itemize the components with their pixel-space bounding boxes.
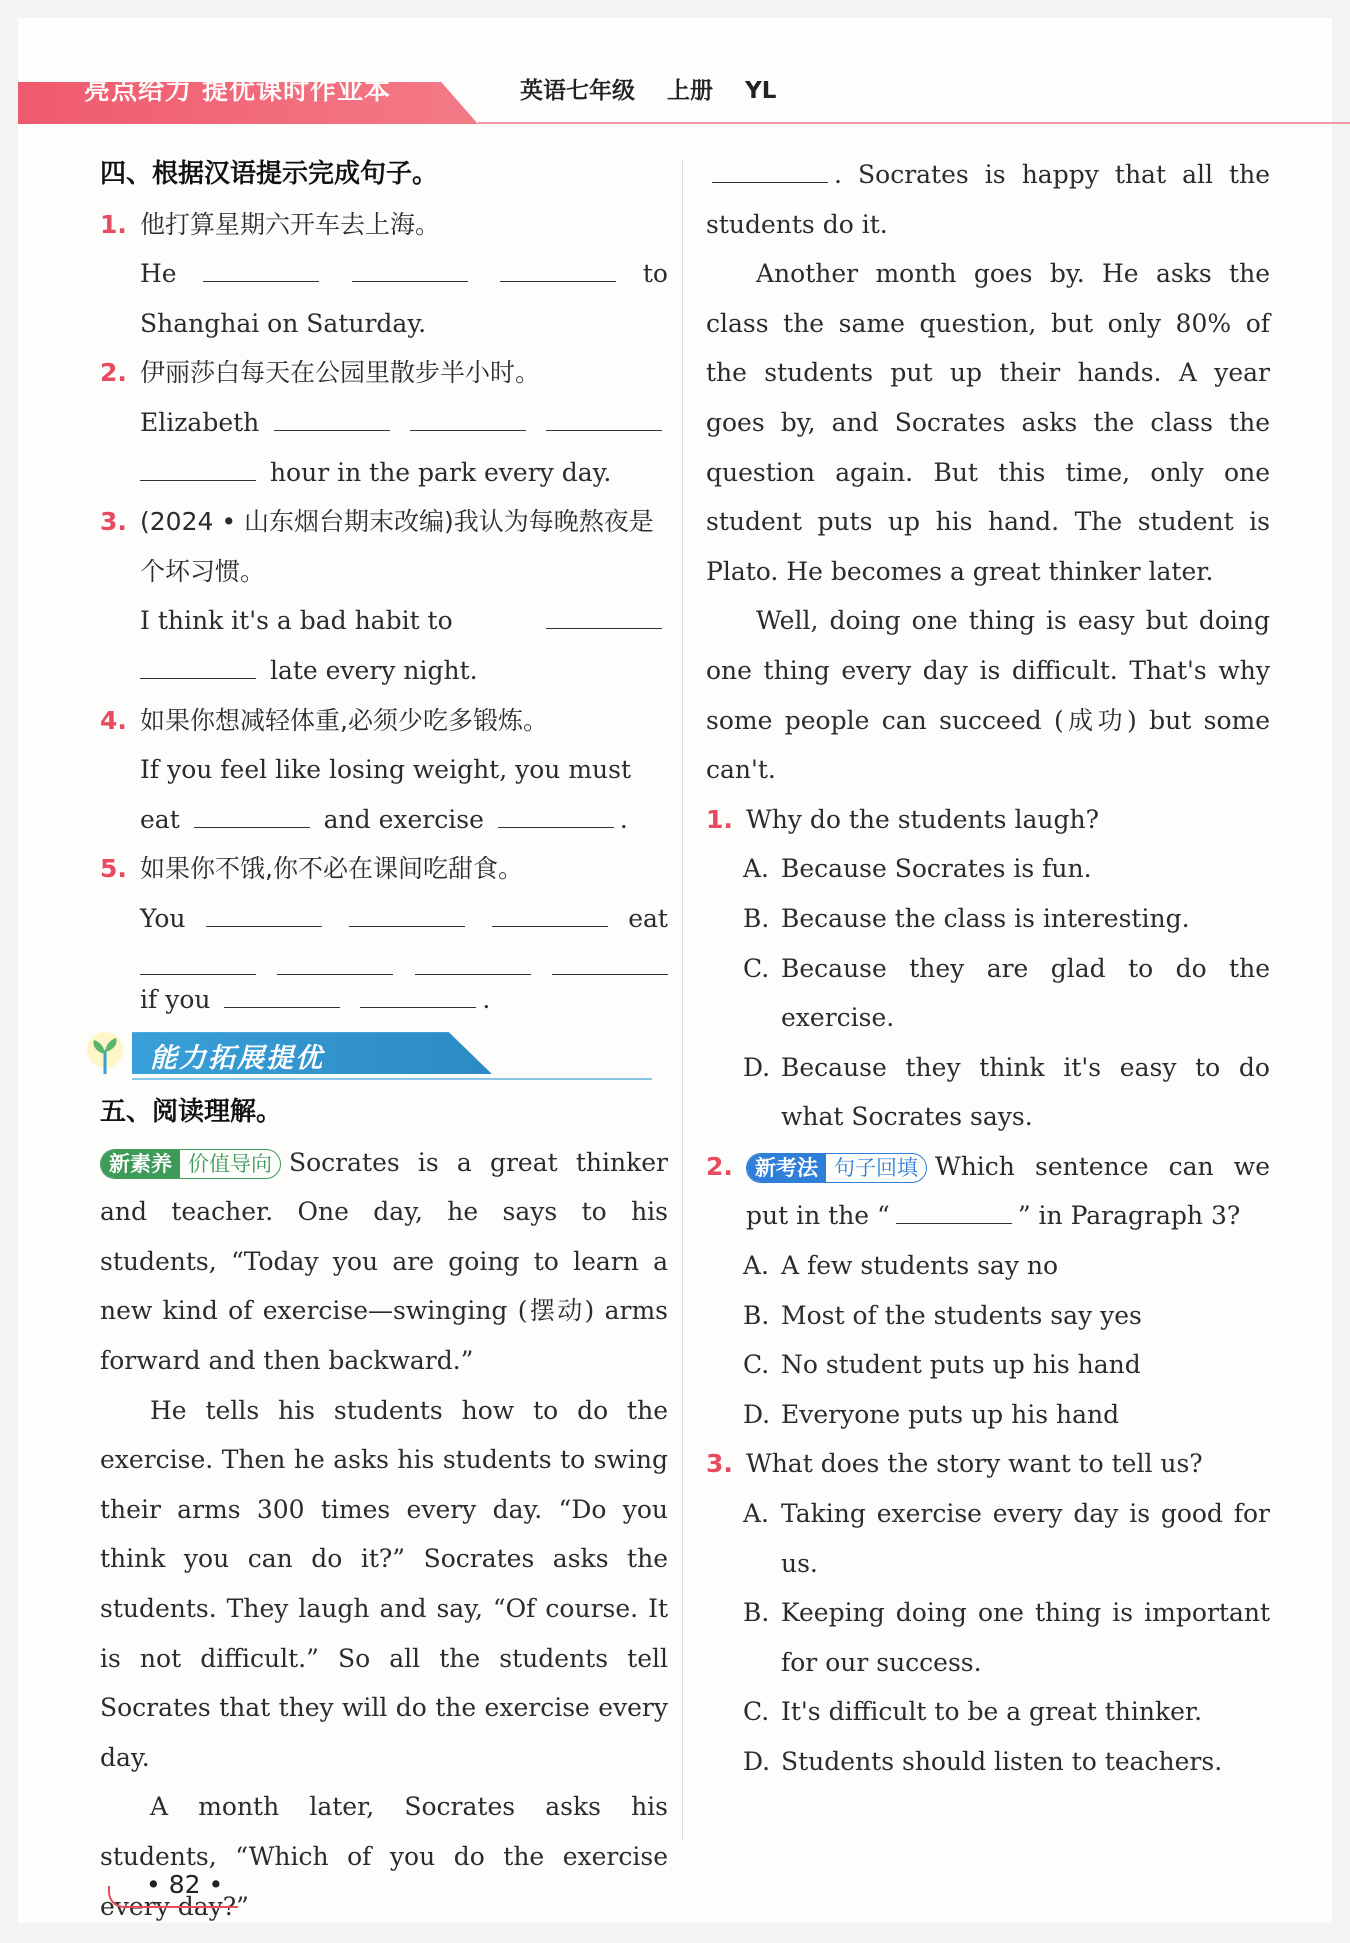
- answer-blank[interactable]: [140, 944, 256, 975]
- option[interactable]: [706, 1340, 1270, 1390]
- answer-blank[interactable]: [224, 977, 340, 1008]
- question-stem: What does the story want to tell us?: [746, 1449, 1203, 1479]
- left-column: [100, 150, 668, 1931]
- item-text: eat: [140, 804, 180, 834]
- book-title: 亮点给力 提优课时作业本: [84, 76, 392, 106]
- answer-blank[interactable]: [206, 896, 322, 927]
- option[interactable]: [706, 944, 1270, 1043]
- option-text: Because the class is interesting.: [781, 903, 1190, 933]
- answer-blank[interactable]: [140, 648, 256, 679]
- option[interactable]: [706, 1588, 1270, 1687]
- answer-blank[interactable]: [552, 944, 668, 975]
- badge-new-literacy: [100, 1149, 281, 1179]
- question-stem: Why do the students laugh?: [746, 804, 1099, 834]
- question-2: [706, 1142, 1270, 1241]
- header-rule: [478, 122, 1350, 124]
- badge-main: 新考法: [747, 1154, 826, 1182]
- exercise-item-3: [100, 497, 668, 695]
- option-letter: B.: [743, 903, 770, 933]
- answer-blank[interactable]: [140, 450, 256, 481]
- option-text: Keeping doing one thing is important for our success.: [781, 1598, 1270, 1677]
- option-text: No student puts up his hand: [781, 1350, 1141, 1380]
- section4-title: 四、根据汉语提示完成句子。: [100, 159, 439, 189]
- banner-label: 能力拓展提优: [150, 1043, 324, 1075]
- option[interactable]: [706, 1390, 1270, 1440]
- item-text: Shanghai on Saturday.: [140, 308, 427, 338]
- option-letter: B.: [743, 1300, 770, 1330]
- option-text: Students should listen to teachers.: [781, 1747, 1223, 1776]
- item-text: hour in the park every day.: [269, 457, 612, 487]
- item-chinese: 如果你不饿,你不必在课间吃甜食。: [140, 854, 523, 884]
- badge-main: 新素养: [101, 1150, 180, 1178]
- passage-paragraph-1: [100, 1138, 668, 1386]
- item-chinese: 伊丽莎白每天在公园里散步半小时。: [140, 358, 541, 388]
- passage-paragraph-2: He tells his students how to do the exercise. Then he asks his students to swing their arms 300 times every day. “Do you think you can do it?” Socrates asks the students. They laugh and say, “Of course. It is not difficult.” So all the students tell Socrates that they will do the exercise every day.: [100, 1395, 668, 1772]
- section5-title: 五、阅读理解。: [100, 1097, 283, 1128]
- right-column: [706, 150, 1270, 1787]
- option-letter: C.: [743, 1697, 770, 1727]
- option-text: Taking exercise every day is good for us.: [781, 1499, 1270, 1578]
- item-chinese: 他打算星期六开车去上海。: [140, 209, 441, 239]
- option-letter: D.: [743, 1399, 771, 1429]
- item-chinese: (2024 • 山东烟台期末改编)我认为每晚熬夜是个坏习惯。: [140, 507, 654, 586]
- answer-blank[interactable]: [410, 400, 526, 431]
- answer-blank[interactable]: [498, 797, 614, 828]
- question-stem: ” in Paragraph 3?: [1017, 1201, 1241, 1231]
- option-text: Because Socrates is fun.: [781, 854, 1092, 884]
- question-number: 1.: [706, 804, 733, 834]
- question-stem: Which sentence can we put in the “: [746, 1151, 1270, 1231]
- item-text: if you: [140, 984, 211, 1014]
- option-text: A few students say no: [781, 1251, 1059, 1281]
- question-3: [706, 1439, 1270, 1489]
- passage-paragraph-4: Another month goes by. He asks the class the same question, but only 80% of the students put up their hands. A year goes by, and Socrates asks the class the question again. But this time, only one student puts up his hand. The student is Plato. He becomes a great thinker later.: [706, 259, 1270, 586]
- item-number: 1.: [100, 209, 127, 239]
- column-divider: [682, 160, 683, 1840]
- question-blank[interactable]: [896, 1193, 1012, 1224]
- edition-label: YL: [745, 78, 777, 104]
- option-letter: A.: [743, 1499, 770, 1529]
- option[interactable]: [706, 844, 1270, 894]
- option-text: Because they think it's easy to do what Socrates says.: [781, 1052, 1270, 1132]
- item-chinese: 如果你想减轻体重,必须少吃多锻炼。: [140, 705, 548, 735]
- option-letter: C.: [743, 953, 770, 983]
- section-banner: [80, 1028, 668, 1082]
- passage-paragraph-5: Well, doing one thing is easy but doing one thing every day is difficult. That's why some people can succeed (成功) but some can't.: [706, 606, 1270, 785]
- item-text: You: [140, 903, 186, 933]
- option[interactable]: [706, 1687, 1270, 1737]
- option-text: Most of the students say yes: [781, 1300, 1142, 1330]
- header-subject: [520, 72, 776, 105]
- answer-blank[interactable]: [203, 251, 319, 282]
- option[interactable]: [706, 1241, 1270, 1291]
- answer-blank[interactable]: [546, 598, 662, 629]
- option[interactable]: [706, 894, 1270, 944]
- item-text: He: [140, 259, 177, 289]
- option-letter: C.: [743, 1350, 770, 1380]
- item-text: .: [619, 804, 628, 834]
- subject-label: 英语七年级: [520, 78, 635, 104]
- sprout-icon: [80, 1028, 130, 1078]
- exercise-item-4: [100, 696, 668, 845]
- banner-underline: [132, 1078, 652, 1080]
- option[interactable]: [706, 1737, 1270, 1787]
- answer-blank[interactable]: [352, 251, 468, 282]
- item-number: 2.: [100, 358, 127, 388]
- item-text: late every night.: [269, 655, 478, 685]
- question-number: 3.: [706, 1449, 733, 1479]
- question-1: [706, 795, 1270, 845]
- exercise-item-1: [100, 200, 668, 349]
- answer-blank[interactable]: [360, 977, 476, 1008]
- option-text: Everyone puts up his hand: [781, 1399, 1120, 1429]
- option-letter: B.: [743, 1598, 770, 1628]
- answer-blank[interactable]: [500, 251, 616, 282]
- option[interactable]: [706, 1489, 1270, 1588]
- item-number: 3.: [100, 507, 127, 537]
- option[interactable]: [706, 1043, 1270, 1142]
- paragraph-text: . Socrates is happy that all the students do it.: [706, 160, 1270, 239]
- option-letter: D.: [743, 1747, 771, 1776]
- answer-blank[interactable]: [349, 896, 465, 927]
- paragraph-text: Socrates is a great thinker and teacher. One day, he says to his students, “Today you are going to learn a new kind of exercise—swinging (摆动) arms forward and then backward.”: [100, 1147, 668, 1376]
- answer-blank[interactable]: [415, 944, 531, 975]
- item-text: .: [482, 984, 491, 1014]
- passage-blank[interactable]: [712, 152, 828, 183]
- option-letter: A.: [743, 1251, 770, 1281]
- answer-blank[interactable]: [274, 400, 390, 431]
- item-text: to: [642, 259, 668, 289]
- option-text: It's difficult to be a great thinker.: [781, 1697, 1203, 1727]
- option-letter: A.: [743, 854, 770, 884]
- answer-blank[interactable]: [492, 896, 608, 927]
- volume-label: 上册: [667, 78, 714, 104]
- item-text: and exercise: [323, 804, 484, 834]
- option-letter: D.: [743, 1052, 771, 1082]
- badge-sub: 句子回填: [834, 1156, 918, 1181]
- answer-blank[interactable]: [277, 944, 393, 975]
- item-number: 4.: [100, 705, 127, 735]
- answer-blank[interactable]: [194, 797, 310, 828]
- page-number: • 82 •: [146, 1870, 224, 1899]
- item-text: eat: [628, 903, 668, 933]
- item-number: 5.: [100, 854, 127, 884]
- option[interactable]: [706, 1291, 1270, 1341]
- passage-paragraph-3b: [706, 150, 1270, 249]
- badge-new-method: [746, 1153, 927, 1183]
- passage-paragraph-3a: A month later, Socrates asks his students, “Which of you do the exercise every day?”: [100, 1792, 668, 1921]
- item-text: I think it's a bad habit to: [140, 606, 453, 636]
- question-number: 2.: [706, 1151, 733, 1181]
- exercise-item-2: [100, 348, 668, 497]
- option-text: Because they are glad to do the exercise.: [781, 953, 1270, 1033]
- item-text: If you feel like losing weight, you must: [140, 755, 632, 785]
- exercise-item-5: [100, 844, 668, 1024]
- badge-sub: 价值导向: [188, 1152, 272, 1177]
- answer-blank[interactable]: [546, 400, 662, 431]
- item-text: Elizabeth: [140, 407, 260, 437]
